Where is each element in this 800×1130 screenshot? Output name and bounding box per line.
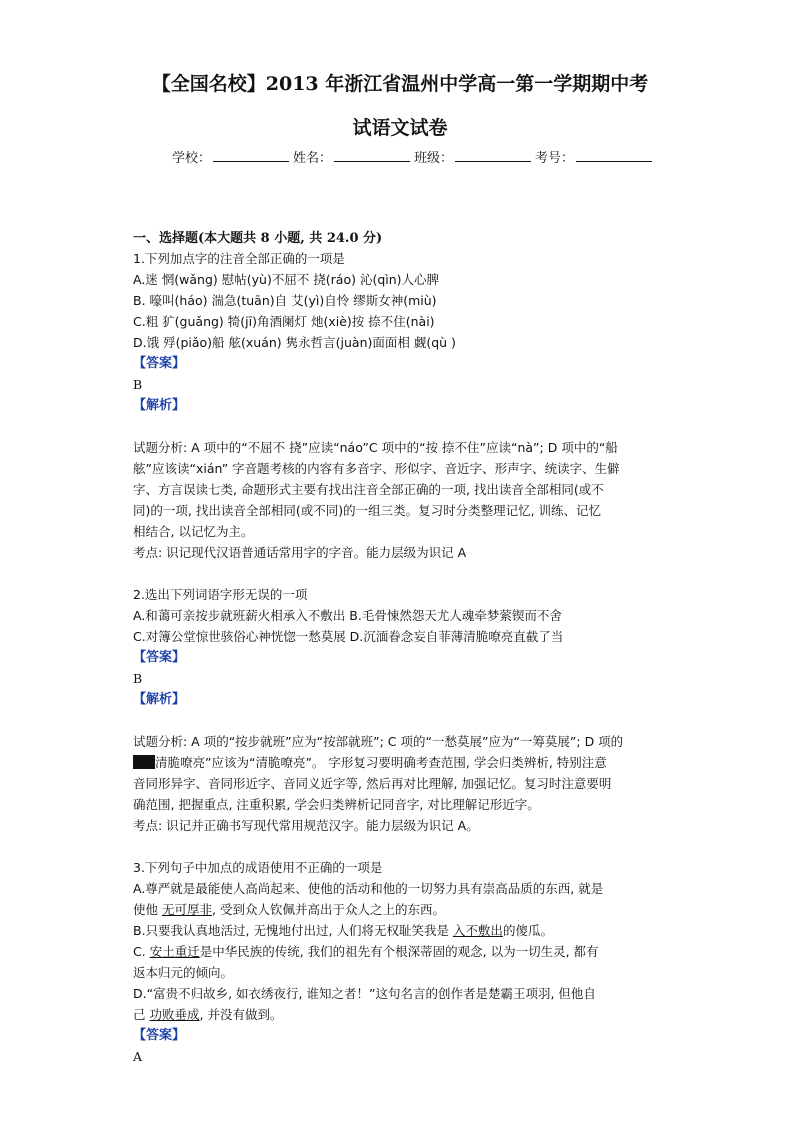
text: , 并没有做到。 [199,1007,283,1022]
underlined-idiom: 无可厚非 [161,902,212,917]
class-blank [455,149,531,162]
underlined-idiom: 功败垂成 [149,1007,200,1022]
text: 是中华民族的传统, 我们的祖先有个根深蒂固的观念, 以为一切生灵, 都有 [199,944,599,959]
q3-option-b [133,923,553,939]
q2-options-ab: A.和蔼可亲按步就班薪火相承入不敷出 B.毛骨悚然怨天尤人魂牵梦萦锲而不舍 [133,608,562,623]
q3-option-d-cont [133,1007,282,1023]
q1-option-b: B. 嚎叫(háo) 湍急(tuān)自 艾(yì)自怜 缪斯女神(miù) [133,293,437,308]
text: B.只要我认真地活过, 无愧地付出过, 人们将无权耻笑我是 [133,923,453,938]
number-blank [576,149,652,162]
q2-stem: 2.选出下列词语字形无误的一项 [133,587,308,602]
q2-analysis-label: 【解析】 [133,692,186,707]
q1-analysis-line: 舷”应该读“xián” 字音题考核的内容有多音字、形似字、音近字、形声字、统读字、生僻 [133,461,620,476]
q2-analysis-text: 清脆嘹亮”应该为“清脆嘹亮”。 字形复习要明确考查范围, 学会归类辨析, 特别注意 [155,755,607,770]
q3-answer-label: 【答案】 [133,1028,186,1043]
q2-analysis-line: 确范围, 把握重点, 注重积累, 学会归类辨析记同音字, 对比理解记形近字。 [133,797,540,812]
q3-answer: A [133,1049,143,1064]
q1-answer: B [133,377,143,392]
q3-option-d: D.“富贵不归故乡, 如衣绣夜行, 谁知之者！”这句名言的创作者是楚霸王项羽, 但他自 [133,986,596,1001]
q1-option-c: C.粗 犷(guǎng) 犄(jī)角酒阑灯 灺(xiè)按 捺不住(nài) [133,314,435,329]
q2-point: 考点: 识记并正确书写现代常用规范汉字。能力层级为识记 A。 [133,818,479,833]
class-label: 班级： [414,151,454,166]
section-heading: 一、选择题(本大题共 8 小题, 共 24.0 分) [133,231,383,246]
underlined-idiom: 入不敷出 [452,923,503,938]
number-label: 考号： [535,151,575,166]
text: 使他 [133,902,162,917]
q1-analysis-line: 相结合, 以记忆为主。 [133,524,254,539]
redaction-box [133,755,155,769]
q1-option-a: A.迷 惘(wǎng) 慰帖(yù)不屈不 挠(ráo) 沁(qìn)人心脾 [133,272,440,287]
q2-analysis-line: 音同形异字、音同形近字、音同义近字等, 然后再对比理解, 加强记忆。复习时注意要明 [133,776,612,791]
exam-title-line1: 【全国名校】2013 年浙江省温州中学高一第一学期期中考 [151,73,649,95]
q3-stem: 3.下列句子中加点的成语使用不正确的一项是 [133,860,383,875]
q1-analysis-line: 同)的一项, 找出读音全部相同(或不同)的一组三类。复习时分类整理记忆, 训练、记忆 [133,503,602,518]
q2-analysis-line [133,755,607,771]
q2-analysis-line: 试题分析: A 项的“按步就班”应为“按部就班”; C 项的“一愁莫展”应为“一筹莫展”; D 项的 [133,734,624,749]
q2-answer-label: 【答案】 [133,650,186,665]
q1-option-d: D.饿 殍(piǎo)船 舷(xuán) 隽永哲言(juàn)面面相 觑(qù ) [133,335,456,350]
q2-answer: B [133,671,143,686]
q1-analysis-line: 字、方言误读七类, 命题形式主要有找出注音全部正确的一项, 找出读音全部相同(或不 [133,482,604,497]
q1-stem: 1.下列加点字的注音全部正确的一项是 [133,251,345,266]
student-info-row [172,147,656,166]
q3-option-a: A.尊严就是最能使人高尚起来、使他的活动和他的一切努力具有崇高品质的东西, 就是 [133,881,604,896]
q3-option-c-cont: 返本归元的倾向。 [133,965,234,980]
q3-option-a-cont [133,902,445,918]
name-blank [334,149,410,162]
q2-options-cd: C.对簿公堂惊世骇俗心神恍惚一愁莫展 D.沉湎眷念妄自菲薄清脆嘹亮直截了当 [133,629,564,644]
exam-title-line2: 试语文试卷 [352,117,448,139]
text: 的傻瓜。 [502,923,553,938]
school-blank [213,149,289,162]
name-label: 姓名： [293,151,333,166]
q1-analysis-line: 试题分析: A 项中的“不屈不 挠”应读“náo”C 项中的“按 捺不住”应读“nà”; D 项中的“船 [133,440,618,455]
underlined-idiom: 安土重迁 [149,944,200,959]
q3-option-c [133,944,599,960]
q1-analysis-label: 【解析】 [133,398,186,413]
text: C. [133,944,150,959]
school-label: 学校： [172,151,212,166]
q1-answer-label: 【答案】 [133,356,186,371]
q1-point: 考点: 识记现代汉语普通话常用字的字音。能力层级为识记 A [133,545,467,560]
text: , 受到众人钦佩并高出于众人之上的东西。 [212,902,445,917]
text: 己 [133,1007,150,1022]
